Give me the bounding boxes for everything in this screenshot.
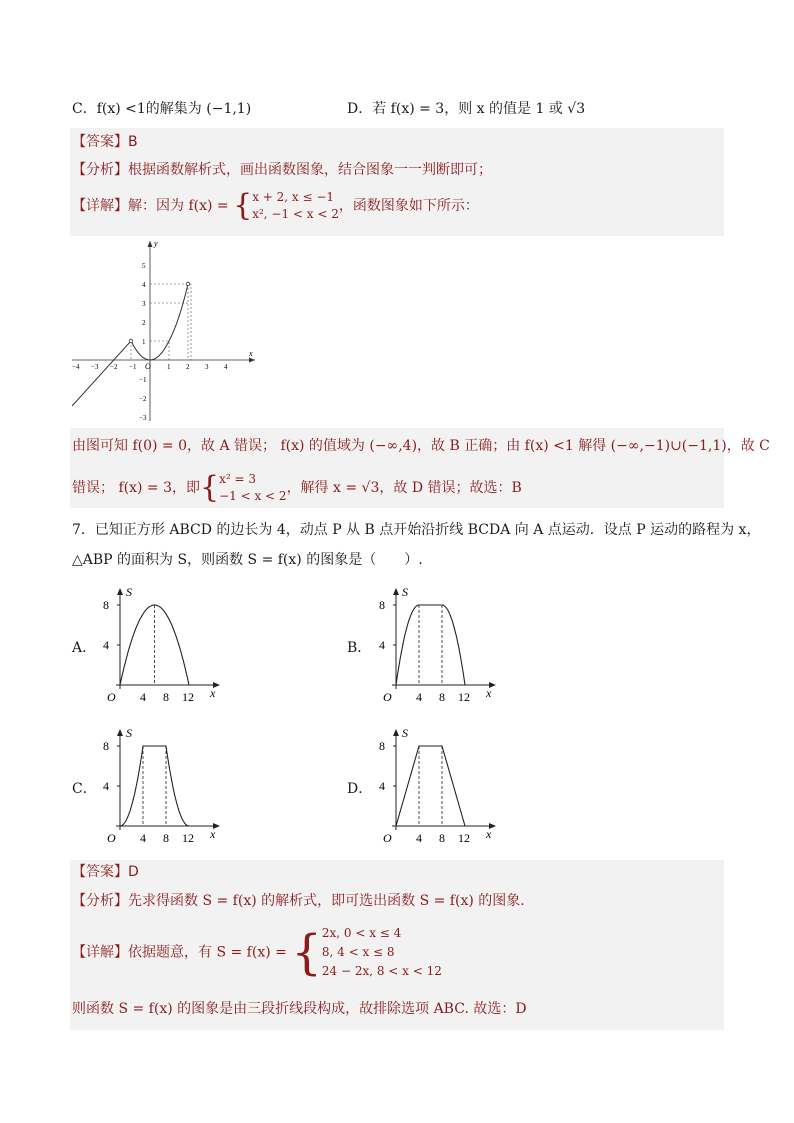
brace-icon: { (233, 188, 253, 223)
analysis-text: 根据函数解析式，画出函数图象，结合图象一一判断即可； (128, 162, 492, 178)
conclusion-line-2 (72, 470, 522, 510)
detail-line (72, 188, 479, 228)
origin-label: O (107, 690, 116, 704)
graph-x-tick: 3 (205, 363, 209, 371)
graph-origin: O (145, 362, 151, 371)
x-tick-label: 12 (182, 831, 194, 845)
y-axis-arrow-icon (117, 588, 123, 595)
q7-stem-2: △ABP 的面积为 S，则函数 S = f(x) 的图象是（ ）. (72, 552, 423, 568)
option-a-graph (96, 585, 226, 710)
system-eq-1: x² = 3 (219, 472, 256, 486)
x-tick-label: 12 (458, 690, 470, 704)
q7-analysis-line (72, 891, 525, 911)
y-tick-label: 4 (103, 638, 109, 652)
analysis-tag: 【分析】 (72, 162, 128, 178)
y-tick-label: 8 (379, 739, 385, 753)
y-tick-label: 4 (379, 638, 385, 652)
conclusion-2-pre: 错误； f(x) = 3，即 (72, 480, 200, 496)
option-b-label: B． (347, 640, 372, 656)
x-tick-label: 4 (416, 831, 422, 845)
graph-y-tick: 2 (142, 319, 146, 327)
graph-y-tick: 3 (142, 300, 146, 308)
q7-piece-1: 2x, 0 < x ≤ 4 (321, 926, 402, 940)
piece-1: x + 2, x ≤ −1 (252, 190, 335, 204)
graph-y-tick: 5 (142, 262, 146, 270)
graph-x-tick: −4 (72, 363, 80, 371)
x-tick-label: 8 (163, 831, 169, 845)
x-tick-label: 8 (439, 831, 445, 845)
answer-line (72, 132, 138, 152)
x-tick-label: 8 (439, 690, 445, 704)
brace-icon: { (291, 924, 322, 981)
conclusion-2-post: ，解得 x = √3，故 D 错误；故选：B (286, 480, 522, 496)
q7-stem-1: 7．已知正方形 ABCD 的边长为 4，动点 P 从 B 点开始沿折线 BCDA 向 A 点运动．设点 P 运动的路程为 x， (72, 522, 761, 538)
graph-y-tick: −3 (139, 414, 147, 422)
x-tick-label: 8 (163, 690, 169, 704)
graph-y-tick: 1 (142, 338, 146, 346)
conclusion-line-1: 由图可知 f(0) = 0，故 A 错误； f(x) 的值域为 (−∞,4)，故 B 正确；由 f(x) <1 解得 (−∞,−1)∪(−1,1)，故 C (72, 438, 770, 454)
graph-x-tick: 1 (167, 363, 171, 371)
y-tick-label: 4 (379, 779, 385, 793)
y-axis-arrow-icon (117, 729, 123, 736)
brace-icon: { (200, 470, 220, 505)
area-function-curve (120, 746, 189, 826)
function-graph (72, 238, 258, 424)
y-tick-label: 4 (103, 779, 109, 793)
x-tick-label: 4 (416, 690, 422, 704)
option-c-graph (96, 726, 226, 851)
y-axis-label: S (126, 585, 132, 599)
option-c-label: C． (72, 781, 97, 797)
q7-detail-line (72, 924, 442, 986)
y-axis-label: S (126, 726, 132, 740)
y-tick-label: 8 (103, 598, 109, 612)
graph-x-tick: −2 (110, 363, 118, 371)
q7-detail-pre: 依据题意，有 S = f(x) = (128, 944, 287, 961)
option-d-graph (372, 726, 502, 851)
answer-value: B (128, 134, 138, 150)
y-tick-label: 8 (103, 739, 109, 753)
graph-x-tick: 2 (186, 363, 190, 371)
x-axis-label: x (210, 686, 216, 700)
y-tick-label: 8 (379, 598, 385, 612)
option-a-label: A． (72, 640, 97, 656)
option-d-label: D． (347, 781, 373, 797)
graph-y-tick: −2 (139, 395, 147, 403)
area-function-curve (396, 605, 465, 685)
answer-tag: 【答案】 (72, 134, 128, 150)
graph-x-tick: 4 (224, 363, 228, 371)
q7-answer-line (72, 862, 139, 882)
x-axis-label: x (486, 827, 492, 841)
system-eq-2: −1 < x < 2 (219, 489, 287, 503)
origin-label: O (383, 690, 392, 704)
graph-x-tick: −1 (129, 363, 137, 371)
graph-x-tick: −3 (91, 363, 99, 371)
area-function-curve (396, 746, 465, 826)
x-axis-label: x (486, 686, 492, 700)
y-axis-arrow-icon (393, 729, 399, 736)
x-tick-label: 4 (140, 690, 146, 704)
origin-label: O (107, 831, 116, 845)
q7-piece-3: 24 − 2x, 8 < x < 12 (321, 964, 442, 978)
graph-y-tick: −1 (139, 376, 147, 384)
y-axis-arrow-icon (393, 588, 399, 595)
detail-pre: 解：因为 f(x) = (128, 198, 229, 214)
detail-tag: 【详解】 (72, 198, 128, 214)
origin-label: O (383, 831, 392, 845)
option-b-graph (372, 585, 502, 710)
x-axis-label: x (210, 827, 216, 841)
y-axis-label: S (402, 726, 408, 740)
graph-y-label: y (154, 239, 158, 248)
y-axis-label: S (402, 585, 408, 599)
q7-analysis-tag: 【分析】 (72, 893, 128, 909)
piece-2: x², −1 < x < 2 (252, 207, 339, 221)
graph-x-label: x (249, 349, 253, 358)
detail-post: ，函数图象如下所示： (338, 198, 479, 214)
q7-conclusion: 则函数 S = f(x) 的图象是由三段折线段构成，故排除选项 ABC. 故选：D (72, 1001, 527, 1017)
x-tick-label: 12 (458, 831, 470, 845)
graph-y-tick: 4 (142, 281, 146, 289)
option-c: C．f(x) <1的解集为 (−1,1) (72, 101, 252, 117)
q7-analysis-text: 先求得函数 S = f(x) 的解析式，即可选出函数 S = f(x) 的图象. (128, 893, 525, 909)
x-tick-label: 12 (182, 690, 194, 704)
q7-answer-value: D (128, 864, 139, 880)
analysis-line (72, 160, 492, 180)
q7-detail-tag: 【详解】 (72, 944, 128, 961)
x-tick-label: 4 (140, 831, 146, 845)
q7-piece-2: 8, 4 < x ≤ 8 (321, 945, 395, 959)
option-d: D．若 f(x) = 3，则 x 的值是 1 或 √3 (347, 101, 586, 117)
q7-answer-tag: 【答案】 (72, 864, 128, 880)
